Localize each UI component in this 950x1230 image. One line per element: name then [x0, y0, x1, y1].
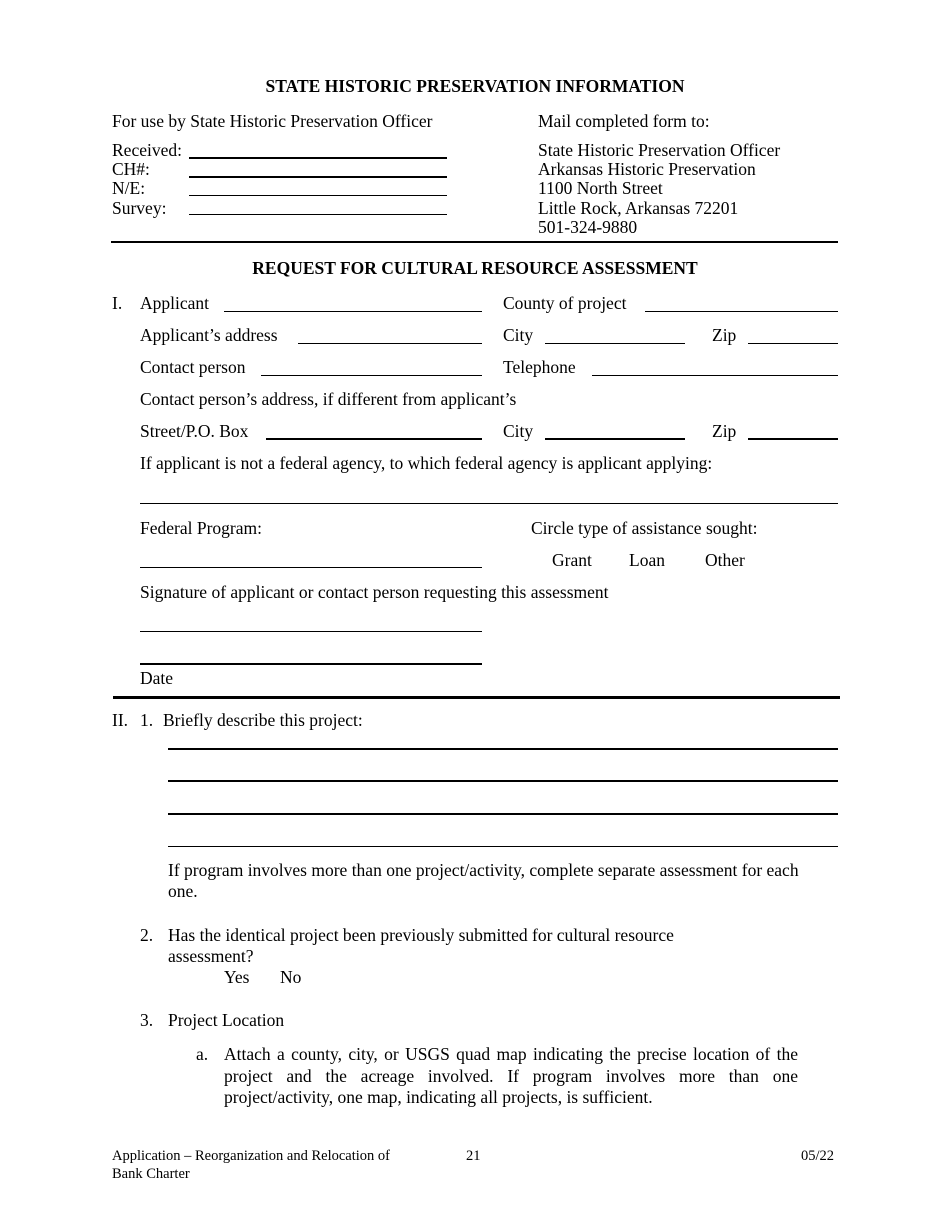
federal-program-label: Federal Program:	[140, 518, 262, 538]
county-label: County of project	[503, 293, 627, 313]
telephone-field[interactable]	[592, 375, 838, 376]
survey-label: Survey:	[112, 198, 167, 218]
ne-field[interactable]	[189, 195, 447, 196]
ch-label: CH#:	[112, 159, 150, 179]
footer-date: 05/22	[801, 1148, 835, 1164]
description-line-3[interactable]	[168, 813, 838, 815]
section-heading: REQUEST FOR CULTURAL RESOURCE ASSESSMENT	[252, 258, 698, 278]
description-line-2[interactable]	[168, 780, 838, 782]
applicant-address-field[interactable]	[298, 343, 482, 344]
address-line-1: State Historic Preservation Officer	[538, 140, 781, 160]
q3-label: Project Location	[168, 1010, 285, 1030]
signature-label: Signature of applicant or contact person requesting this assessment	[140, 582, 609, 602]
ch-field[interactable]	[189, 176, 447, 178]
received-field[interactable]	[189, 157, 447, 159]
zip-field-2[interactable]	[748, 438, 838, 440]
answer-no[interactable]: No	[280, 967, 302, 987]
address-line-3: 1100 North Street	[538, 178, 663, 198]
q3a-text: Attach a county, city, or USGS quad map indicating the precise location of the project and the acreage involved. If program involves more than one project/activity, one map, indicating all projects, is sufficient.	[224, 1044, 798, 1107]
q2-number: 2.	[140, 925, 154, 945]
telephone-label: Telephone	[503, 357, 576, 377]
contact-person-field[interactable]	[261, 375, 482, 376]
assistance-loan[interactable]: Loan	[629, 550, 665, 570]
county-field[interactable]	[645, 311, 838, 312]
header-divider	[111, 241, 838, 243]
description-line-1[interactable]	[168, 748, 838, 750]
q2-question: Has the identical project been previously submitted for cultural resource assessment?	[168, 925, 674, 966]
answer-yes[interactable]: Yes	[224, 967, 250, 987]
assistance-other[interactable]: Other	[705, 550, 745, 570]
street-field[interactable]	[266, 438, 482, 440]
applicant-label: Applicant	[140, 293, 210, 313]
ne-label: N/E:	[112, 178, 146, 198]
contact-person-label: Contact person	[140, 357, 246, 377]
address-line-2: Arkansas Historic Preservation	[538, 159, 756, 179]
date-field[interactable]	[140, 663, 482, 665]
city-field-2[interactable]	[545, 438, 685, 440]
federal-program-field[interactable]	[140, 567, 482, 568]
received-label: Received:	[112, 140, 182, 160]
survey-field[interactable]	[189, 214, 447, 215]
section-1-numeral: I.	[112, 293, 123, 313]
assistance-type-label: Circle type of assistance sought:	[531, 518, 758, 538]
q3-number: 3.	[140, 1010, 154, 1030]
contact-address-note: Contact person’s address, if different from applicant’s	[140, 389, 517, 409]
street-label: Street/P.O. Box	[140, 421, 249, 441]
q1-label: Briefly describe this project:	[163, 710, 363, 730]
description-line-4[interactable]	[168, 846, 838, 847]
applicant-field[interactable]	[224, 311, 482, 312]
federal-agency-field[interactable]	[140, 503, 838, 504]
applicant-address-label: Applicant’s address	[140, 325, 278, 345]
assistance-grant[interactable]: Grant	[552, 550, 592, 570]
federal-agency-question: If applicant is not a federal agency, to which federal agency is applicant applying:	[140, 453, 713, 473]
zip-label: Zip	[712, 325, 737, 345]
address-phone: 501-324-9880	[538, 217, 638, 237]
section-divider	[113, 696, 840, 699]
date-label: Date	[140, 668, 174, 688]
signature-field[interactable]	[140, 631, 482, 632]
section-2-numeral: II.	[112, 710, 129, 730]
city-label: City	[503, 325, 534, 345]
form-title: STATE HISTORIC PRESERVATION INFORMATION	[265, 76, 685, 96]
footer-page-number: 21	[466, 1148, 481, 1164]
zip-label-2: Zip	[712, 421, 737, 441]
address-line-4: Little Rock, Arkansas 72201	[538, 198, 739, 218]
city-label-2: City	[503, 421, 534, 441]
q1-number: 1.	[140, 710, 154, 730]
q3a-letter: a.	[196, 1044, 209, 1064]
zip-field[interactable]	[748, 343, 838, 344]
q1-note: If program involves more than one project/activity, complete separate assessment for each one.	[168, 860, 799, 901]
footer-left: Application – Reorganization and Relocation of Bank Charter	[112, 1148, 390, 1182]
city-field[interactable]	[545, 343, 685, 344]
office-use-label: For use by State Historic Preservation Officer	[112, 111, 433, 131]
mail-to-label: Mail completed form to:	[538, 111, 710, 131]
